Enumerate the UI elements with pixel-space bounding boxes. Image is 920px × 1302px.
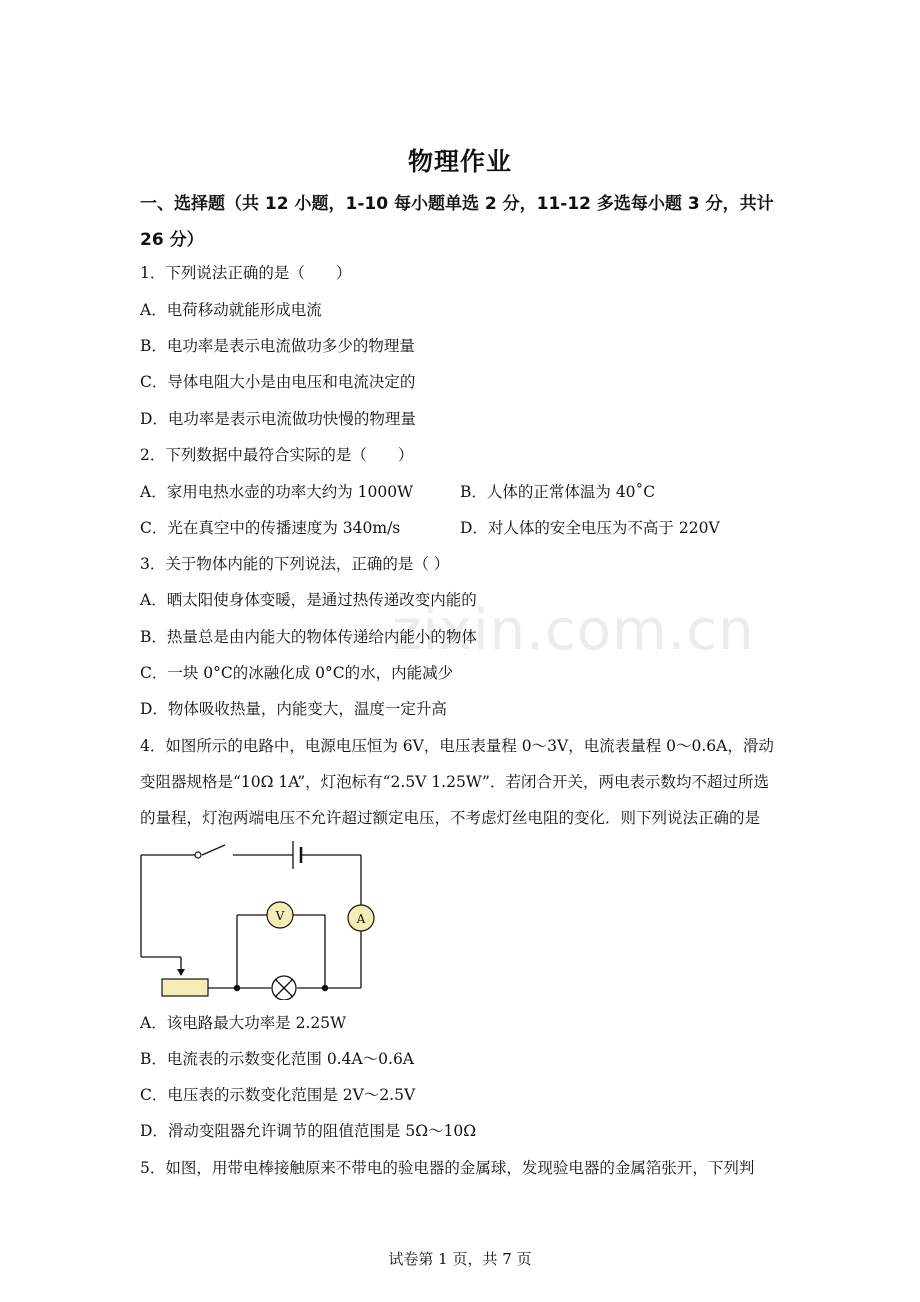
q4-stem-line1: 4．如图所示的电路中，电源电压恒为 6V，电压表量程 0～3V，电流表量程 0～0.6A，滑动 <box>140 737 774 755</box>
q3-option-d: D．物体吸收热量，内能变大，温度一定升高 <box>140 700 447 718</box>
junction-dot <box>322 985 328 991</box>
q5-stem-line1: 5．如图，用带电棒接触原来不带电的验电器的金属球，发现验电器的金属箔张开，下列判 <box>140 1159 755 1177</box>
q2-option-b: B．人体的正常体温为 40˚C <box>460 483 656 501</box>
q4-option-d: D．滑动变阻器允许调节的阻值范围是 5Ω～10Ω <box>140 1122 477 1140</box>
watermark: zixin.com.cn <box>392 598 755 663</box>
q4-stem-line2: 变阻器规格是“10Ω 1A”，灯泡标有“2.5V 1.25W”．若闭合开关，两电表示数均不超过所选 <box>140 773 769 791</box>
q1-option-a: A．电荷移动就能形成电流 <box>140 301 322 319</box>
circuit-diagram <box>135 835 385 1000</box>
voltmeter-label: V <box>275 909 285 923</box>
section-heading: 一、选择题（共 12 小题，1-10 每小题单选 2 分，11-12 多选每小题 3 分，共计 26 分） <box>140 194 774 250</box>
page-footer: 试卷第 1 页，共 7 页 <box>388 1250 532 1268</box>
slider-arrow-icon <box>177 969 185 976</box>
q2-stem: 2．下列数据中最符合实际的是（ ） <box>140 446 414 464</box>
switch-icon <box>195 852 201 858</box>
rheostat-icon <box>162 979 208 996</box>
q1-option-d: D．电功率是表示电流做功快慢的物理量 <box>140 410 416 428</box>
ammeter-label: A <box>356 912 366 926</box>
switch-blade <box>202 845 225 855</box>
q4-option-c: C．电压表的示数变化范围是 2V～2.5V <box>140 1086 416 1104</box>
q1-stem: 1．下列说法正确的是（ ） <box>140 264 352 282</box>
q3-stem: 3．关于物体内能的下列说法，正确的是（ ） <box>140 555 450 573</box>
q3-option-b: B．热量总是由内能大的物体传递给内能小的物体 <box>140 628 477 646</box>
q2-option-c: C．光在真空中的传播速度为 340m/s <box>140 519 401 537</box>
q4-option-a: A．该电路最大功率是 2.25W <box>140 1014 347 1032</box>
q3-option-a: A．晒太阳使身体变暖，是通过热传递改变内能的 <box>140 591 477 609</box>
page-title: 物理作业 <box>407 147 512 176</box>
q3-option-c: C．一块 0°C的冰融化成 0°C的水，内能减少 <box>140 664 454 682</box>
q1-option-c: C．导体电阻大小是由电压和电流决定的 <box>140 373 416 391</box>
q2-option-d: D．对人体的安全电压为不高于 220V <box>460 519 720 537</box>
junction-dot <box>234 985 240 991</box>
q2-option-a: A．家用电热水壶的功率大约为 1000W <box>140 483 413 501</box>
q4-option-b: B．电流表的示数变化范围 0.4A～0.6A <box>140 1050 415 1068</box>
q4-stem-line3: 的量程，灯泡两端电压不允许超过额定电压，不考虑灯丝电阻的变化．则下列说法正确的是 <box>140 809 761 827</box>
q1-option-b: B．电功率是表示电流做功多少的物理量 <box>140 337 415 355</box>
